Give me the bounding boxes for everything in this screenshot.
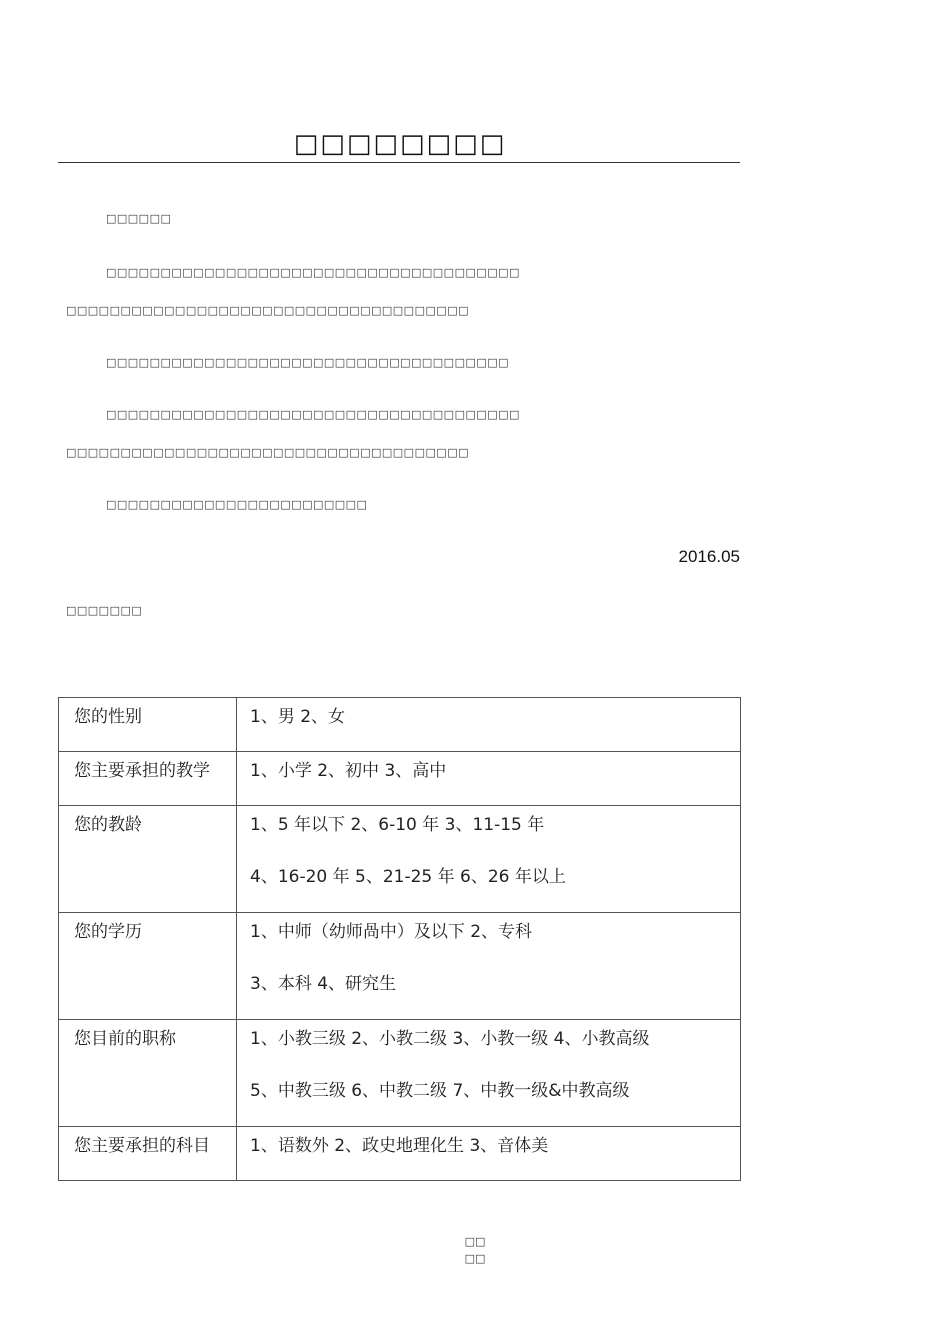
page-footer-line-2: □□ (464, 1252, 486, 1265)
question-cell (59, 913, 237, 1020)
answer-cell (237, 698, 741, 752)
answer-option-line: 1、男 2、女 (250, 707, 346, 727)
answer-cell (237, 913, 741, 1020)
answer-option-line: 1、小教三级 2、小教二级 3、小教一级 4、小教高级 (250, 1029, 650, 1049)
question-cell (59, 1020, 237, 1127)
paragraph-1-line-1: □□□□□□□□□□□□□□□□□□□□□□□□□□□□□□□□□□□□□□ (106, 266, 520, 279)
table-row (59, 806, 741, 913)
answer-option-line: 3、本科 4、研究生 (250, 974, 397, 994)
table-row (59, 913, 741, 1020)
table-row (59, 752, 741, 806)
answer-cell (237, 1020, 741, 1127)
table-row (59, 698, 741, 752)
document-date: 2016.05 (678, 547, 740, 566)
survey-table (58, 697, 741, 1181)
table-row (59, 1127, 741, 1181)
question-text: 您主要承担的教学 (74, 761, 210, 781)
answer-cell (237, 806, 741, 913)
answer-option-line: 1、语数外 2、政史地理化生 3、音体美 (250, 1136, 549, 1156)
title-underline (58, 162, 740, 163)
question-text: 您的学历 (74, 922, 142, 942)
answer-cell (237, 752, 741, 806)
document-title: □□□□□□□□ (293, 129, 507, 159)
paragraph-3-line-2: □□□□□□□□□□□□□□□□□□□□□□□□□□□□□□□□□□□□□ (66, 446, 470, 459)
question-cell (59, 698, 237, 752)
answer-option-line: 1、小学 2、初中 3、高中 (250, 761, 447, 781)
question-cell (59, 752, 237, 806)
paragraph-2: □□□□□□□□□□□□□□□□□□□□□□□□□□□□□□□□□□□□□ (106, 356, 510, 369)
paragraph-1-line-2: □□□□□□□□□□□□□□□□□□□□□□□□□□□□□□□□□□□□□ (66, 304, 470, 317)
answer-option-line: 1、中师（幼师咼中）及以下 2、专科 (250, 922, 533, 942)
table-row (59, 1020, 741, 1127)
paragraph-3-line-1: □□□□□□□□□□□□□□□□□□□□□□□□□□□□□□□□□□□□□□ (106, 408, 520, 421)
page-footer-line-1: □□ (464, 1235, 486, 1248)
question-cell (59, 1127, 237, 1181)
question-text: 您的性别 (74, 707, 142, 727)
answer-option-line: 1、5 年以下 2、6-10 年 3、11-15 年 (250, 815, 545, 835)
answer-cell (237, 1127, 741, 1181)
question-text: 您的教龄 (74, 815, 142, 835)
section-label: □□□□□□□ (66, 604, 143, 617)
answer-option-line: 5、中教三级 6、中教二级 7、中教一级&中教高级 (250, 1081, 630, 1101)
question-text: 您主要承担的科目 (74, 1136, 210, 1156)
answer-option-line: 4、16-20 年 5、21-25 年 6、26 年以上 (250, 867, 566, 887)
paragraph-4: □□□□□□□□□□□□□□□□□□□□□□□□ (106, 498, 368, 511)
question-cell (59, 806, 237, 913)
greeting-line: □□□□□□ (106, 212, 172, 225)
question-text: 您目前的职称 (74, 1029, 176, 1049)
